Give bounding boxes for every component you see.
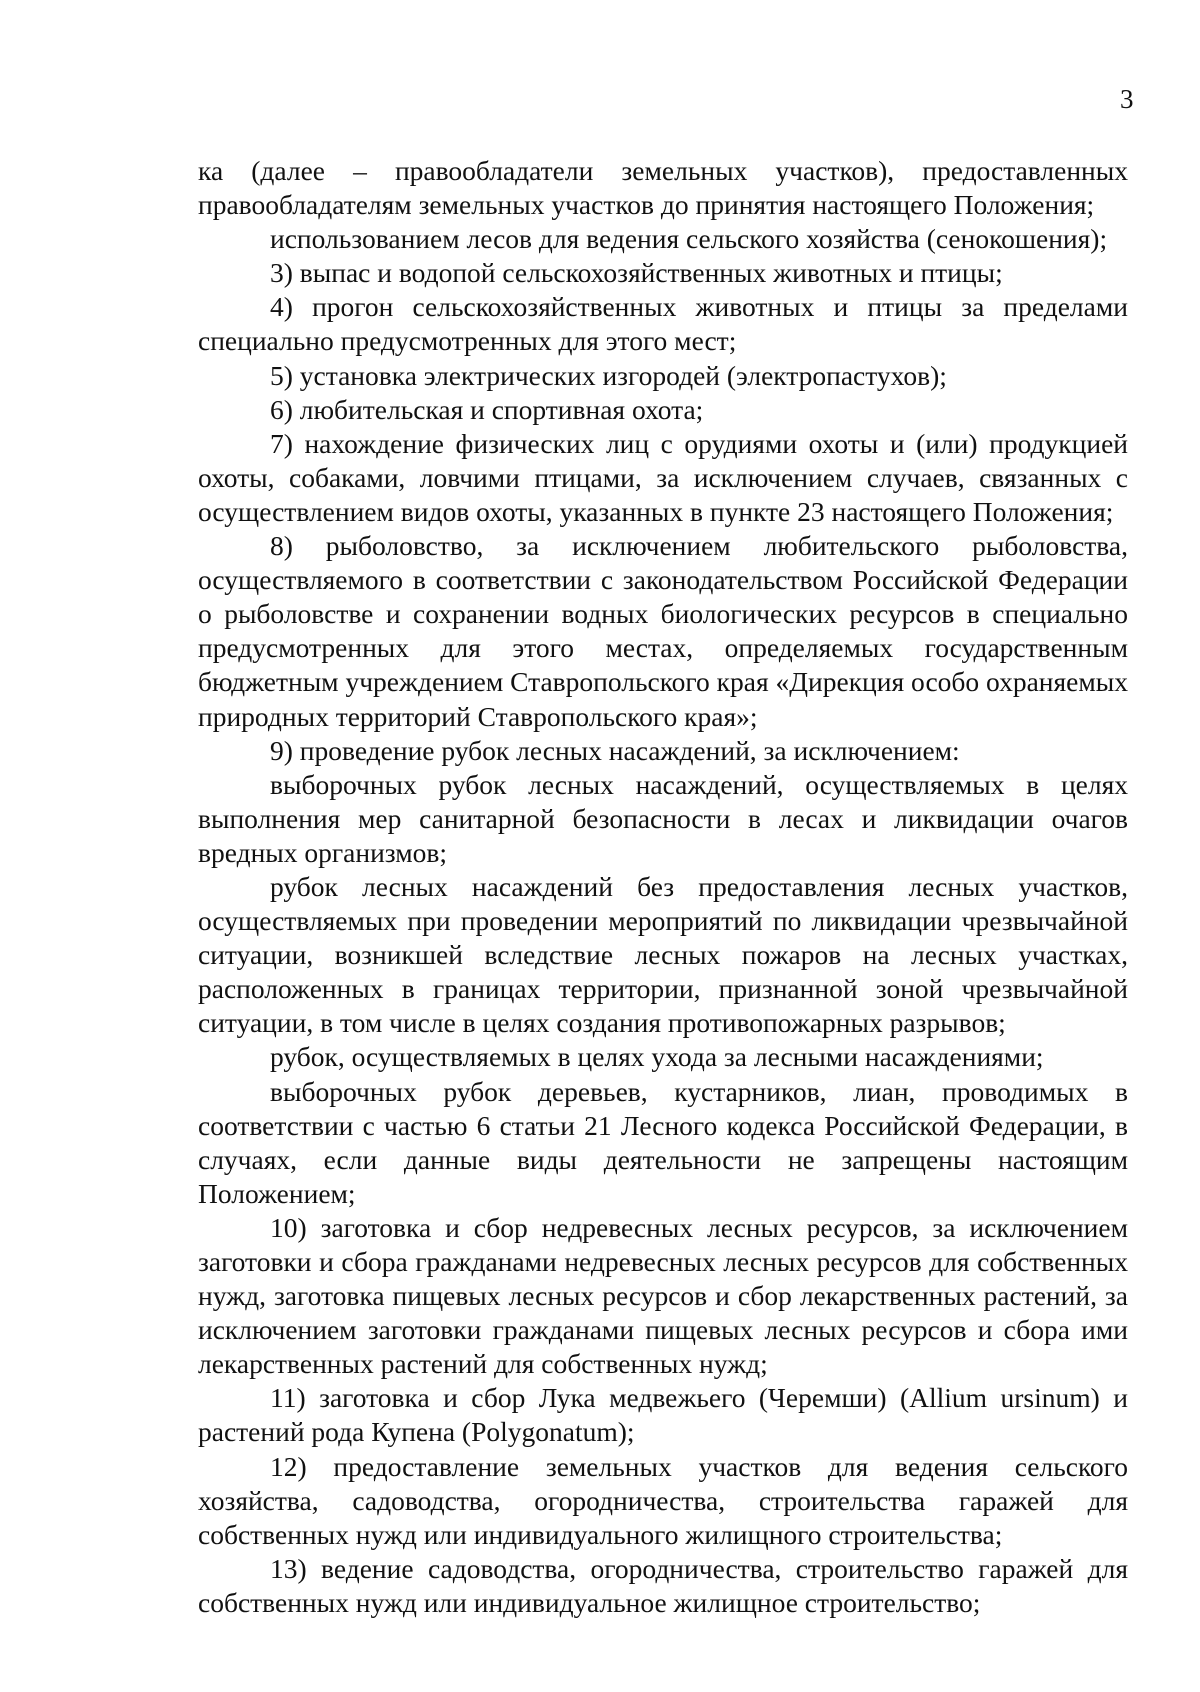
document-body — [198, 154, 1128, 1620]
paragraph-continuation: ка (далее – правообладатели земельных участков), предоставленных правообладателям земельных участков до принятия настоящего Положения; — [198, 155, 1128, 221]
paragraph-item-5: 5) установка электрических изгородей (электропастухов); — [270, 359, 947, 391]
paragraph-item-11: 11) заготовка и сбор Лука медвежьего (Черемши) (Allium ursinum) и растений рода Купена (Polygonatum); — [198, 1382, 1128, 1448]
paragraph-item-9-selective-cutting: выборочных рубок лесных насаждений, осуществляемых в целях выполнения мер санитарной безопасности в лесах и ликвидации очагов вредных организмов; — [198, 768, 1128, 868]
paragraph-item-9-trees-shrubs: выборочных рубок деревьев, кустарников, лиан, проводимых в соответствии с частью 6 статьи 21 Лесного кодекса Российской Федерации, в случаях, если данные виды деятельности не запрещены настоящим Положением; — [198, 1075, 1128, 1209]
paragraph-item-10: 10) заготовка и сбор недревесных лесных ресурсов, за исключением заготовки и сбора гражданами недревесных лесных ресурсов для собственных нужд, заготовка пищевых лесных ресурсов и сбор лекарственных растений, за исключением заготовки гражданами пищевых лесных ресурсов и сбора ими лекарственных растений для собственных нужд; — [198, 1211, 1128, 1380]
paragraph-item-7: 7) нахождение физических лиц с орудиями охоты и (или) продукцией охоты, собаками, ловчими птицами, за исключением случаев, связанных с осуществлением видов охоты, указанных в пункте 23 настоящего Положения; — [198, 427, 1128, 527]
paragraph-item-9-care-cutting: рубок, осуществляемых в целях ухода за лесными насаждениями; — [270, 1041, 1044, 1073]
paragraph-item-13: 13) ведение садоводства, огородничества, строительство гаражей для собственных нужд или индивидуальное жилищное строительство; — [198, 1552, 1128, 1618]
paragraph-item-9-emergency-cutting: рубок лесных насаждений без предоставления лесных участков, осуществляемых при проведении мероприятий по ликвидации чрезвычайной ситуации, возникшей вследствие лесных пожаров на лесных участках, расположенных в границах территории, признанной зоной чрезвычайной ситуации, в том числе в целях создания противопожарных разрывов; — [198, 870, 1128, 1039]
paragraph-item-6: 6) любительская и спортивная охота; — [270, 393, 704, 425]
paragraph-item-3: 3) выпас и водопой сельскохозяйственных животных и птицы; — [270, 257, 1003, 289]
paragraph-item-12: 12) предоставление земельных участков для ведения сельского хозяйства, садоводства, огородничества, строительства гаражей для собственных нужд или индивидуального жилищного строительства; — [198, 1450, 1128, 1550]
paragraph-item-4: 4) прогон сельскохозяйственных животных и птицы за пределами специально предусмотренных для этого мест; — [198, 291, 1128, 357]
paragraph-item-9: 9) проведение рубок лесных насаждений, за исключением: — [270, 734, 960, 766]
paragraph-hay-making: использованием лесов для ведения сельского хозяйства (сенокошения); — [270, 223, 1108, 255]
page-number: 3 — [1120, 84, 1134, 114]
paragraph-item-8: 8) рыболовство, за исключением любительского рыболовства, осуществляемого в соответствии с законодательством Российской Федерации о рыболовстве и сохранении водных биологических ресурсов в специально предусмотренных для этого местах, определяемых государственным бюджетным учреждением Ставропольского края «Дирекция особо охраняемых природных территорий Ставропольского края»; — [198, 530, 1128, 732]
